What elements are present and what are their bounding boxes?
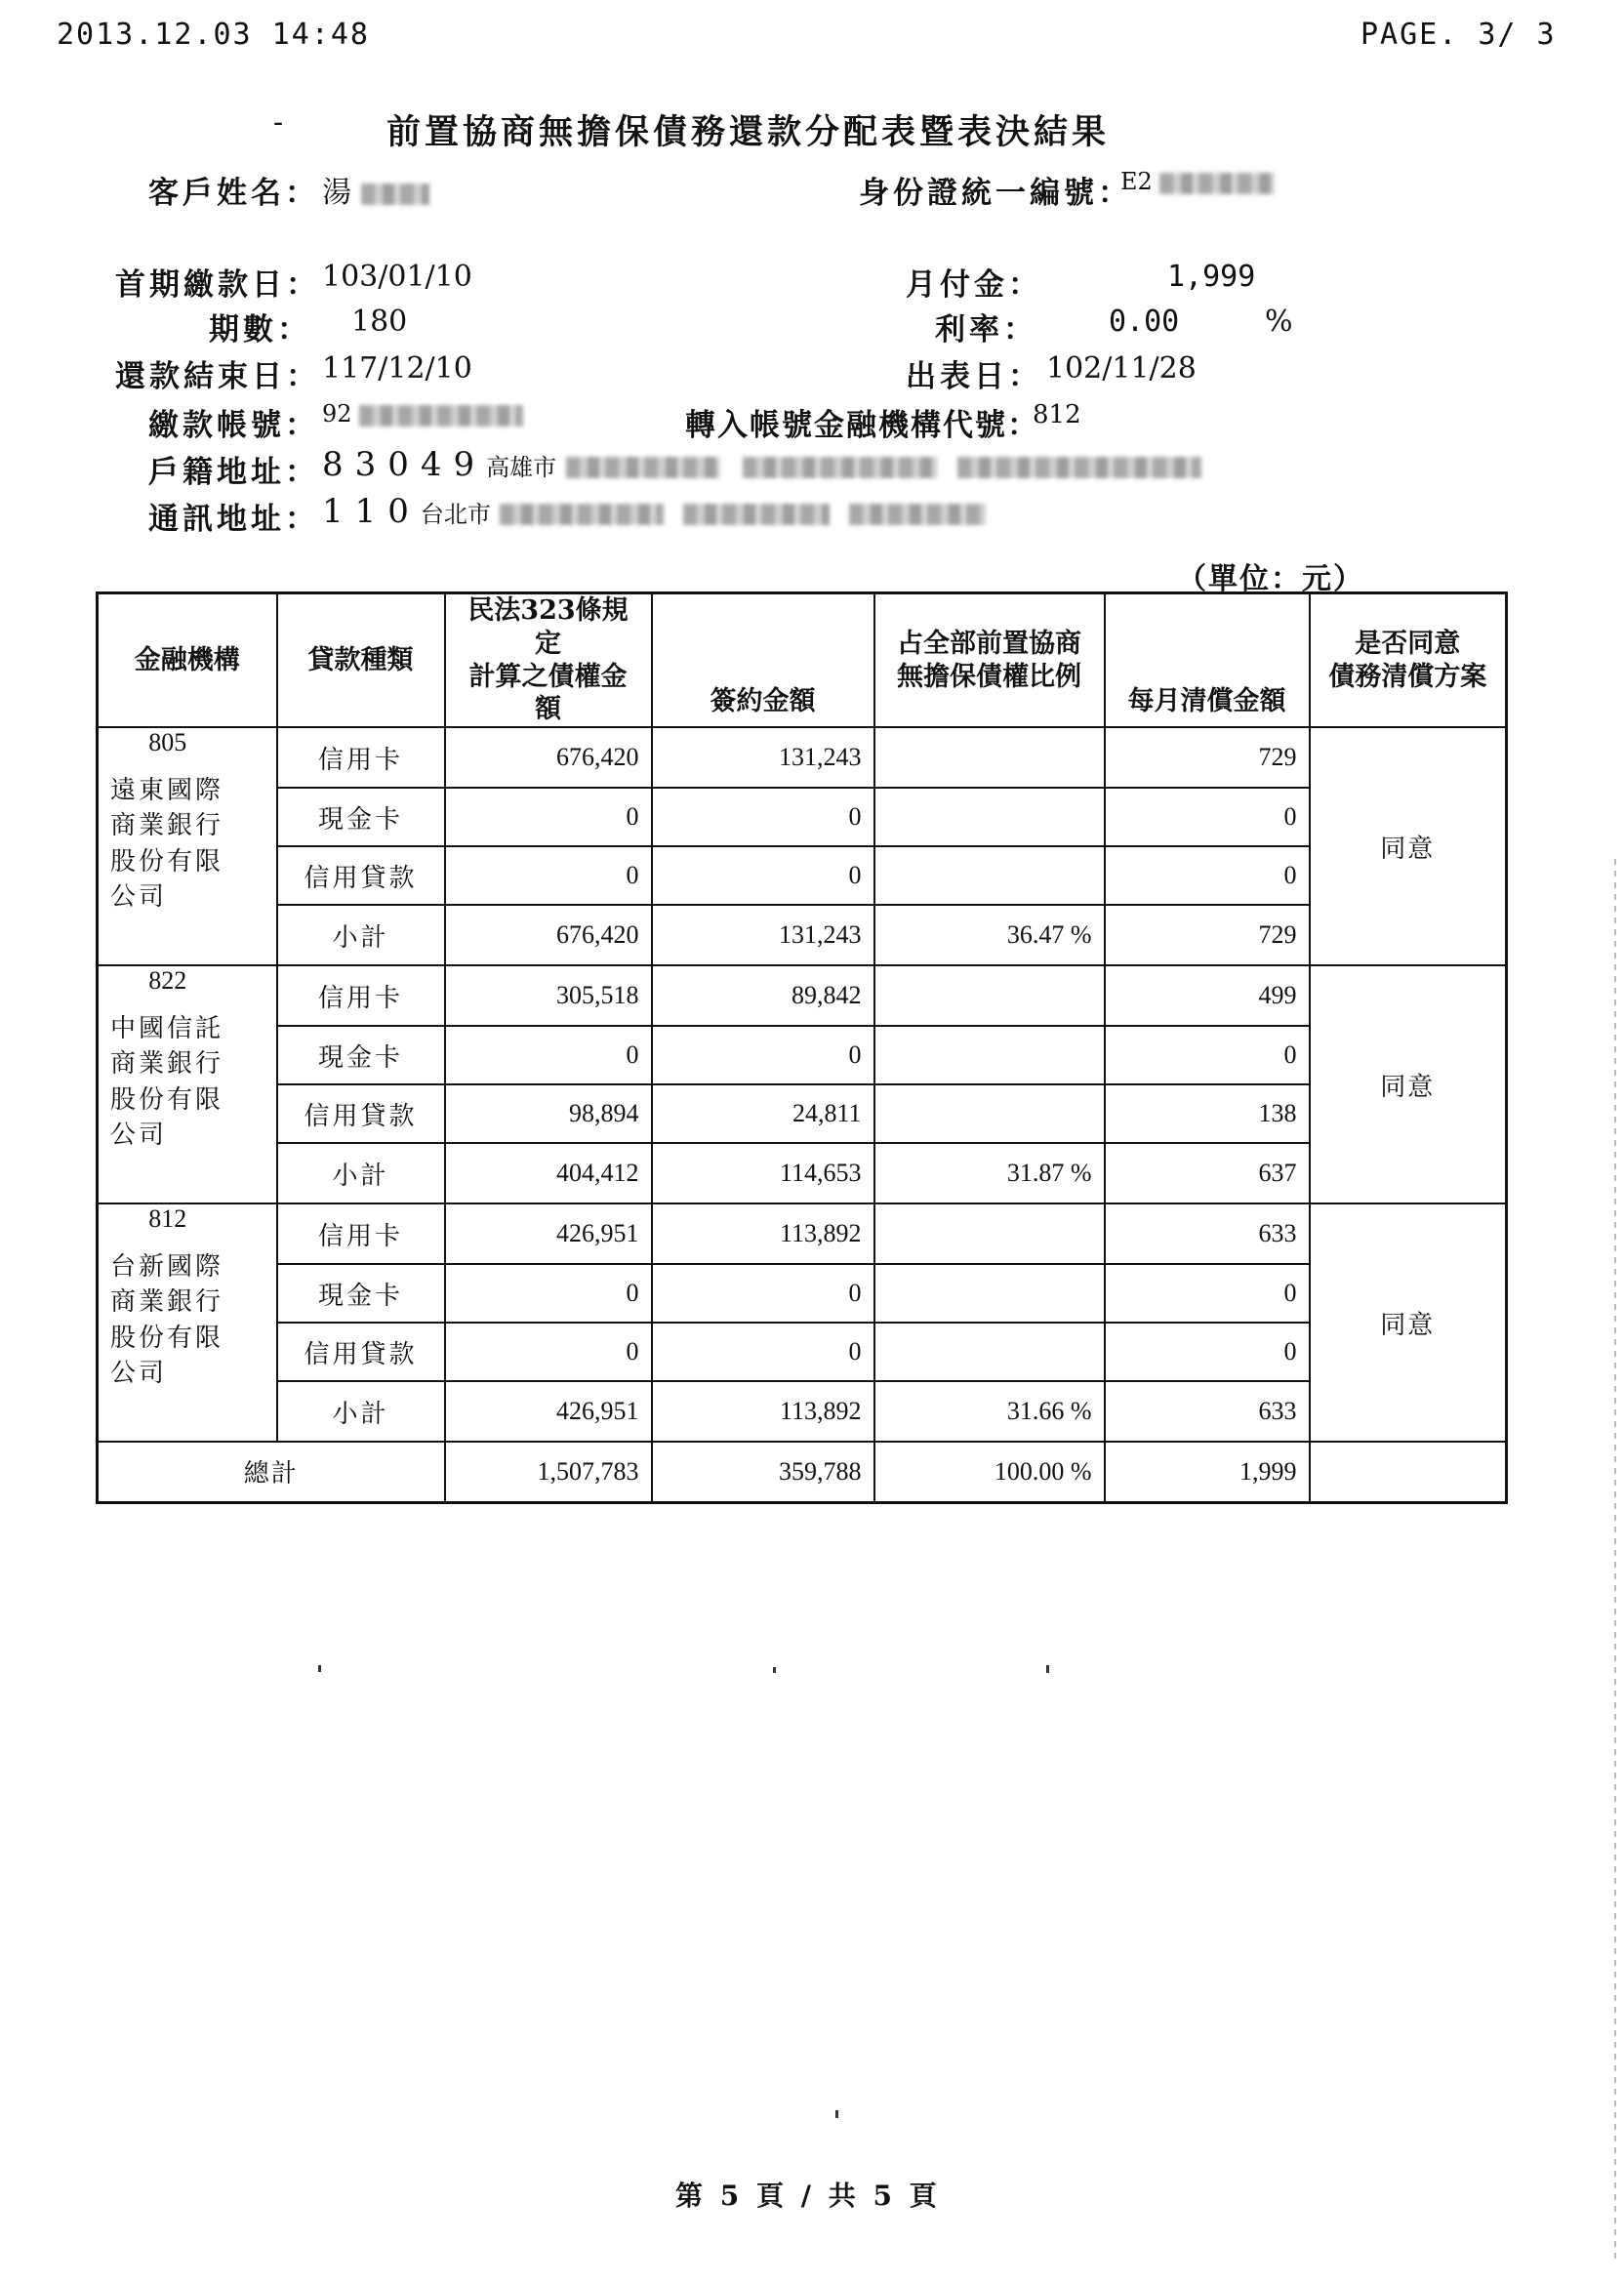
loan-type-cell: 現金卡	[277, 1026, 445, 1084]
monthly-cell: 499	[1105, 965, 1310, 1026]
account-text: 92	[322, 400, 352, 428]
mailing-zip: 110	[322, 492, 421, 531]
header-ratio	[874, 593, 1105, 728]
header-civil-law-claim	[445, 593, 652, 728]
monthly-cell: 729	[1105, 727, 1310, 788]
scan-edge	[1614, 859, 1616, 2264]
first-pay-label: 首期繳款日：	[115, 267, 320, 303]
redacted-residence-2	[743, 457, 938, 478]
monthly-cell: 0	[1105, 1026, 1310, 1084]
loan-type-cell: 信用貸款	[277, 846, 445, 905]
loan-type-cell: 信用貸款	[277, 1323, 445, 1381]
claim-cell: 404,412	[445, 1143, 652, 1203]
end-value: 117/12/10	[322, 351, 472, 386]
monthly-cell: 633	[1105, 1381, 1310, 1442]
table-row	[98, 1264, 1507, 1323]
table-row	[98, 846, 1507, 905]
ratio-cell: 31.87 %	[874, 1143, 1105, 1203]
ratio-cell: 36.47 %	[874, 905, 1105, 965]
total-claim: 1,507,783	[445, 1442, 652, 1502]
id-text: E2	[1120, 168, 1153, 195]
page-footer: 第 5 頁 / 共 5 頁	[675, 2180, 941, 2212]
redacted-residence-1	[566, 457, 720, 478]
first-pay-value: 103/01/10	[322, 260, 472, 294]
scan-speck	[835, 2110, 838, 2118]
table-row	[98, 1084, 1507, 1143]
redacted-id	[1159, 173, 1275, 194]
document-title: 前置協商無擔保債務還款分配表暨表決結果	[386, 112, 1111, 152]
total-agree-empty	[1310, 1442, 1507, 1502]
rate-unit: %	[1265, 305, 1293, 339]
bank-code-value: 812	[1033, 400, 1081, 429]
agree-cell: 同意	[1310, 1203, 1507, 1442]
monthly-cell: 138	[1105, 1084, 1310, 1143]
bank-name: 遠東國際商業銀行股份有限公司	[110, 776, 224, 913]
ratio-cell	[874, 727, 1105, 788]
claim-cell: 98,894	[445, 1084, 652, 1143]
ratio-cell	[874, 965, 1105, 1026]
rate-label: 利率：	[935, 312, 1037, 347]
loan-type-cell: 現金卡	[277, 788, 445, 846]
total-signed: 359,788	[652, 1442, 874, 1502]
loan-type-cell: 信用貸款	[277, 1084, 445, 1143]
bank-code: 812	[148, 1204, 187, 1233]
signed-cell: 0	[652, 1323, 874, 1381]
monthly-cell: 729	[1105, 905, 1310, 965]
loan-type-cell: 信用卡	[277, 727, 445, 788]
header-institution: 金融機構	[98, 593, 277, 728]
ratio-cell: 31.66 %	[874, 1381, 1105, 1442]
table-header-row	[98, 593, 1507, 728]
header-monthly: 每月清償金額	[1105, 593, 1310, 728]
monthly-label: 月付金：	[906, 267, 1042, 303]
unit-label: （單位：元）	[1177, 562, 1364, 596]
signed-cell: 131,243	[652, 727, 874, 788]
loan-type-cell: 信用卡	[277, 1203, 445, 1264]
ratio-cell	[874, 1026, 1105, 1084]
header-ratio-line1: 占全部前置協商	[897, 628, 1081, 659]
fax-datetime: 2013.12.03 14:48	[57, 18, 370, 52]
header-civil-law-line2: 計算之債權金額	[468, 661, 628, 725]
residence-zip: 83049	[322, 445, 487, 484]
id-label: 身份證統一編號：	[859, 176, 1132, 211]
issue-label: 出表日：	[906, 359, 1042, 394]
subtotal-row	[98, 1381, 1507, 1442]
signed-cell: 0	[652, 1026, 874, 1084]
total-ratio: 100.00 %	[874, 1442, 1105, 1502]
mailing-label: 通訊地址：	[148, 502, 319, 537]
claim-cell: 426,951	[445, 1381, 652, 1442]
total-row	[98, 1442, 1507, 1502]
monthly-value: 1,999	[1167, 260, 1256, 294]
table-row	[98, 788, 1507, 846]
fax-page-number: PAGE. 3/ 3	[1360, 18, 1557, 52]
ratio-cell	[874, 1264, 1105, 1323]
signed-cell: 0	[652, 1264, 874, 1323]
periods-value: 180	[351, 305, 408, 339]
loan-type-cell: 小計	[277, 905, 445, 965]
scan-speck	[773, 1667, 776, 1673]
claim-cell: 426,951	[445, 1203, 652, 1264]
header-loan-type: 貸款種類	[277, 593, 445, 728]
scan-speck	[318, 1665, 321, 1672]
subtotal-row	[98, 905, 1507, 965]
bank-cell	[98, 965, 277, 1203]
rate-value: 0.00	[1109, 305, 1180, 339]
bank-cell	[98, 727, 277, 965]
bank-cell	[98, 1203, 277, 1442]
bank-code-label: 轉入帳號金融機構代號：	[685, 408, 1039, 443]
monthly-cell: 0	[1105, 1323, 1310, 1381]
table-body	[98, 727, 1507, 1502]
monthly-cell: 0	[1105, 846, 1310, 905]
header-signed: 簽約金額	[652, 593, 874, 728]
table-row	[98, 1203, 1507, 1264]
claim-cell: 0	[445, 846, 652, 905]
bank-code: 805	[148, 728, 187, 756]
monthly-cell: 637	[1105, 1143, 1310, 1203]
issue-value: 102/11/28	[1046, 351, 1197, 386]
table-row	[98, 727, 1507, 788]
bank-code: 822	[148, 966, 187, 995]
ratio-cell	[874, 1323, 1105, 1381]
table-row	[98, 1026, 1507, 1084]
agree-cell: 同意	[1310, 727, 1507, 965]
account-label: 繳款帳號：	[148, 408, 319, 443]
id-value	[1120, 168, 1275, 195]
claim-cell: 0	[445, 788, 652, 846]
table-row	[98, 965, 1507, 1026]
account-value	[322, 400, 523, 428]
mailing-city: 台北市	[420, 501, 491, 528]
bank-name: 中國信託商業銀行股份有限公司	[110, 1014, 224, 1151]
redacted-account	[359, 405, 523, 427]
signed-cell: 114,653	[652, 1143, 874, 1203]
claim-cell: 0	[445, 1323, 652, 1381]
redacted-mailing-3	[849, 504, 986, 525]
monthly-cell: 633	[1105, 1203, 1310, 1264]
signed-cell: 131,243	[652, 905, 874, 965]
header-agree	[1310, 593, 1507, 728]
redacted-mailing-1	[500, 504, 664, 525]
periods-label: 期數：	[209, 312, 311, 347]
monthly-cell: 0	[1105, 1264, 1310, 1323]
residence-value	[322, 445, 1201, 484]
header-ratio-line2: 無擔保債權比例	[897, 661, 1081, 692]
end-label: 還款結束日：	[115, 359, 320, 394]
loan-type-cell: 小計	[277, 1381, 445, 1442]
header-agree-line1: 是否同意	[1355, 628, 1461, 659]
residence-label: 戶籍地址：	[148, 455, 319, 490]
loan-type-cell: 現金卡	[277, 1264, 445, 1323]
redacted-mailing-2	[683, 504, 830, 525]
monthly-cell: 0	[1105, 788, 1310, 846]
ratio-cell	[874, 1203, 1105, 1264]
loan-type-cell: 小計	[277, 1143, 445, 1203]
customer-name-text: 湯	[322, 176, 351, 210]
header-civil-law-line1: 民法323條規定	[467, 595, 629, 659]
claim-cell: 676,420	[445, 727, 652, 788]
signed-cell: 113,892	[652, 1381, 874, 1442]
ratio-cell	[874, 846, 1105, 905]
signed-cell: 0	[652, 788, 874, 846]
claim-cell: 305,518	[445, 965, 652, 1026]
distribution-table	[96, 591, 1508, 1504]
signed-cell: 0	[652, 846, 874, 905]
claim-cell: 676,420	[445, 905, 652, 965]
loan-type-cell: 信用卡	[277, 965, 445, 1026]
agree-cell: 同意	[1310, 965, 1507, 1203]
signed-cell: 113,892	[652, 1203, 874, 1264]
signed-cell: 89,842	[652, 965, 874, 1026]
claim-cell: 0	[445, 1264, 652, 1323]
bank-name: 台新國際商業銀行股份有限公司	[110, 1252, 224, 1389]
mailing-value	[322, 492, 986, 531]
ratio-cell	[874, 788, 1105, 846]
header-agree-line2: 債務清償方案	[1328, 661, 1487, 692]
signed-cell: 24,811	[652, 1084, 874, 1143]
total-label: 總計	[98, 1442, 445, 1502]
title-dash: -	[273, 105, 284, 140]
total-monthly: 1,999	[1105, 1442, 1310, 1502]
table-row	[98, 1323, 1507, 1381]
customer-name-value	[322, 168, 429, 211]
redacted-name	[361, 183, 429, 205]
subtotal-row	[98, 1143, 1507, 1203]
scan-speck	[1046, 1665, 1049, 1673]
claim-cell: 0	[445, 1026, 652, 1084]
customer-name-label: 客戶姓名：	[148, 176, 319, 211]
ratio-cell	[874, 1084, 1105, 1143]
residence-city: 高雄市	[486, 454, 557, 481]
redacted-residence-3	[957, 457, 1201, 478]
